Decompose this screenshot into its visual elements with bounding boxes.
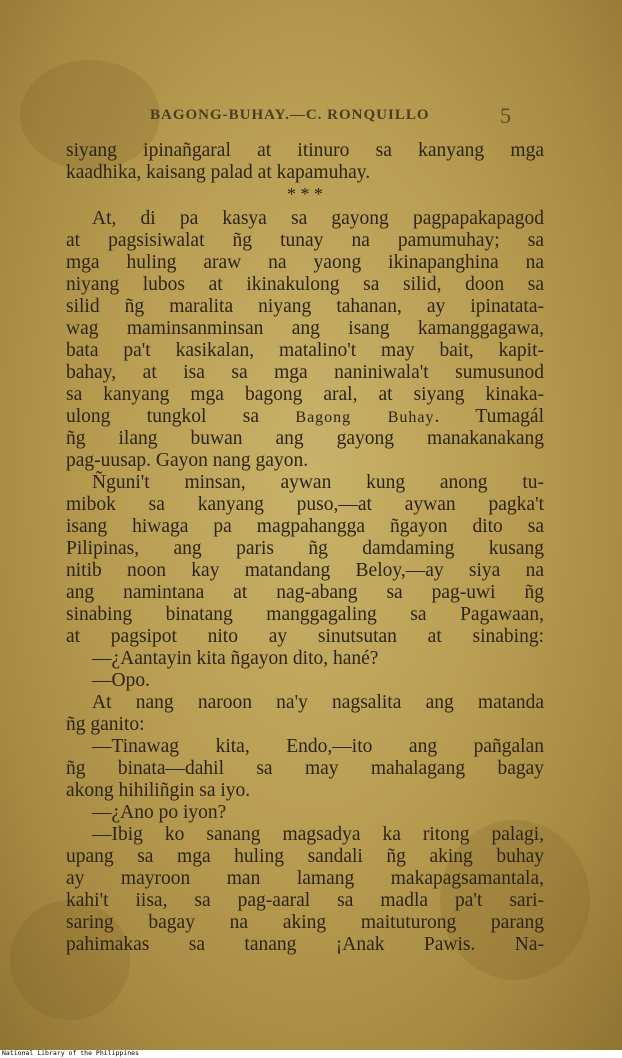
text-line: —Ibig ko sanang magsadya ka ritong palagi, [92, 824, 544, 845]
text-line: siyang ipinañgaral at itinuro sa kanyang mga [66, 140, 544, 161]
text-line: Ñguni't minsan, aywan kung anong tu- [92, 472, 544, 493]
page-number: 5 [500, 103, 511, 128]
section-break-asterism: * * * [287, 184, 323, 204]
text-line: pag-uusap. Gayon nang gayon. [66, 450, 309, 471]
text-line: sa kanyang mga bagong aral, at siyang kinaka- [66, 384, 544, 405]
book-title-smallcaps: Bagong Buhay [295, 409, 435, 426]
text-line: silid ñg maralita niyang tahanan, ay ipinatata- [66, 296, 544, 317]
text-line [66, 406, 544, 428]
text-line: Pilipinas, ang paris ñg damdaming kusang [66, 538, 544, 559]
text-line: akong hihiliñgin sa iyo. [66, 780, 251, 801]
text-line: mibok sa kanyang puso,—at aywan pagka't [66, 494, 544, 515]
text-fragment: ulong tungkol sa [66, 406, 296, 427]
text-fragment: . Tumagál [434, 406, 544, 427]
text-line: kahi't iisa, sa pag-aaral sa madla pa't sari- [66, 890, 544, 911]
text-line: bahay, at isa sa mga naniniwala't sumusunod [66, 362, 544, 383]
text-line: kaadhika, kaisang palad at kapamuhay. [66, 162, 371, 183]
text-line: —¿Ano po iyon? [92, 802, 227, 823]
text-line: ay mayroon man lamang makapagsamantala, [66, 868, 544, 889]
text-line: At, di pa kasya sa gayong pagpapakapagod [92, 208, 544, 229]
text-line: pahimakas sa tanang ¡Anak Pawis. Na- [66, 934, 544, 955]
text-line: —Opo. [92, 670, 150, 691]
library-credit: National Library of the Philippines [2, 1049, 139, 1057]
text-line: niyang lubos at ikinakulong sa silid, doon sa [66, 274, 544, 295]
text-line: nitib noon kay matandang Beloy,—ay siya na [66, 560, 544, 581]
text-line: at pagsisiwalat ñg tunay na pamumuhay; sa [66, 230, 544, 251]
text-line: bata pa't kasikalan, matalino't may bait, kapit- [66, 340, 544, 361]
text-line: upang sa mga huling sandali ñg aking buhay [66, 846, 544, 867]
text-line: sinabing binatang manggagaling sa Pagawaan, [66, 604, 544, 625]
text-line: ñg ganito: [66, 714, 145, 735]
scan-footer [0, 1050, 622, 1058]
text-line: mga huling araw na yaong ikinapanghina na [66, 252, 544, 273]
text-line: At nang naroon na'y nagsalita ang matanda [92, 692, 544, 713]
running-head: BAGONG-BUHAY.—C. RONQUILLO [150, 107, 430, 123]
body-text [66, 140, 544, 956]
text-line: isang hiwaga pa magpahangga ñgayon dito sa [66, 516, 544, 537]
text-line: —Tinawag kita, Endo,—ito ang pañgalan [92, 736, 544, 757]
page-header [0, 103, 622, 133]
text-line: ñg binata—dahil sa may mahalagang bagay [66, 758, 544, 779]
text-line: wag maminsanminsan ang isang kamanggagawa, [66, 318, 544, 339]
text-line: saring bagay na aking maituturong parang [66, 912, 544, 933]
text-line: ang namintana at nag-abang sa pag-uwi ñg [66, 582, 544, 603]
text-line: at pagsipot nito ay sinutsutan at sinabing: [66, 626, 544, 647]
text-line: ñg ilang buwan ang gayong manakanakang [66, 428, 544, 449]
text-line: —¿Aantayin kita ñgayon dito, hané? [92, 648, 379, 669]
